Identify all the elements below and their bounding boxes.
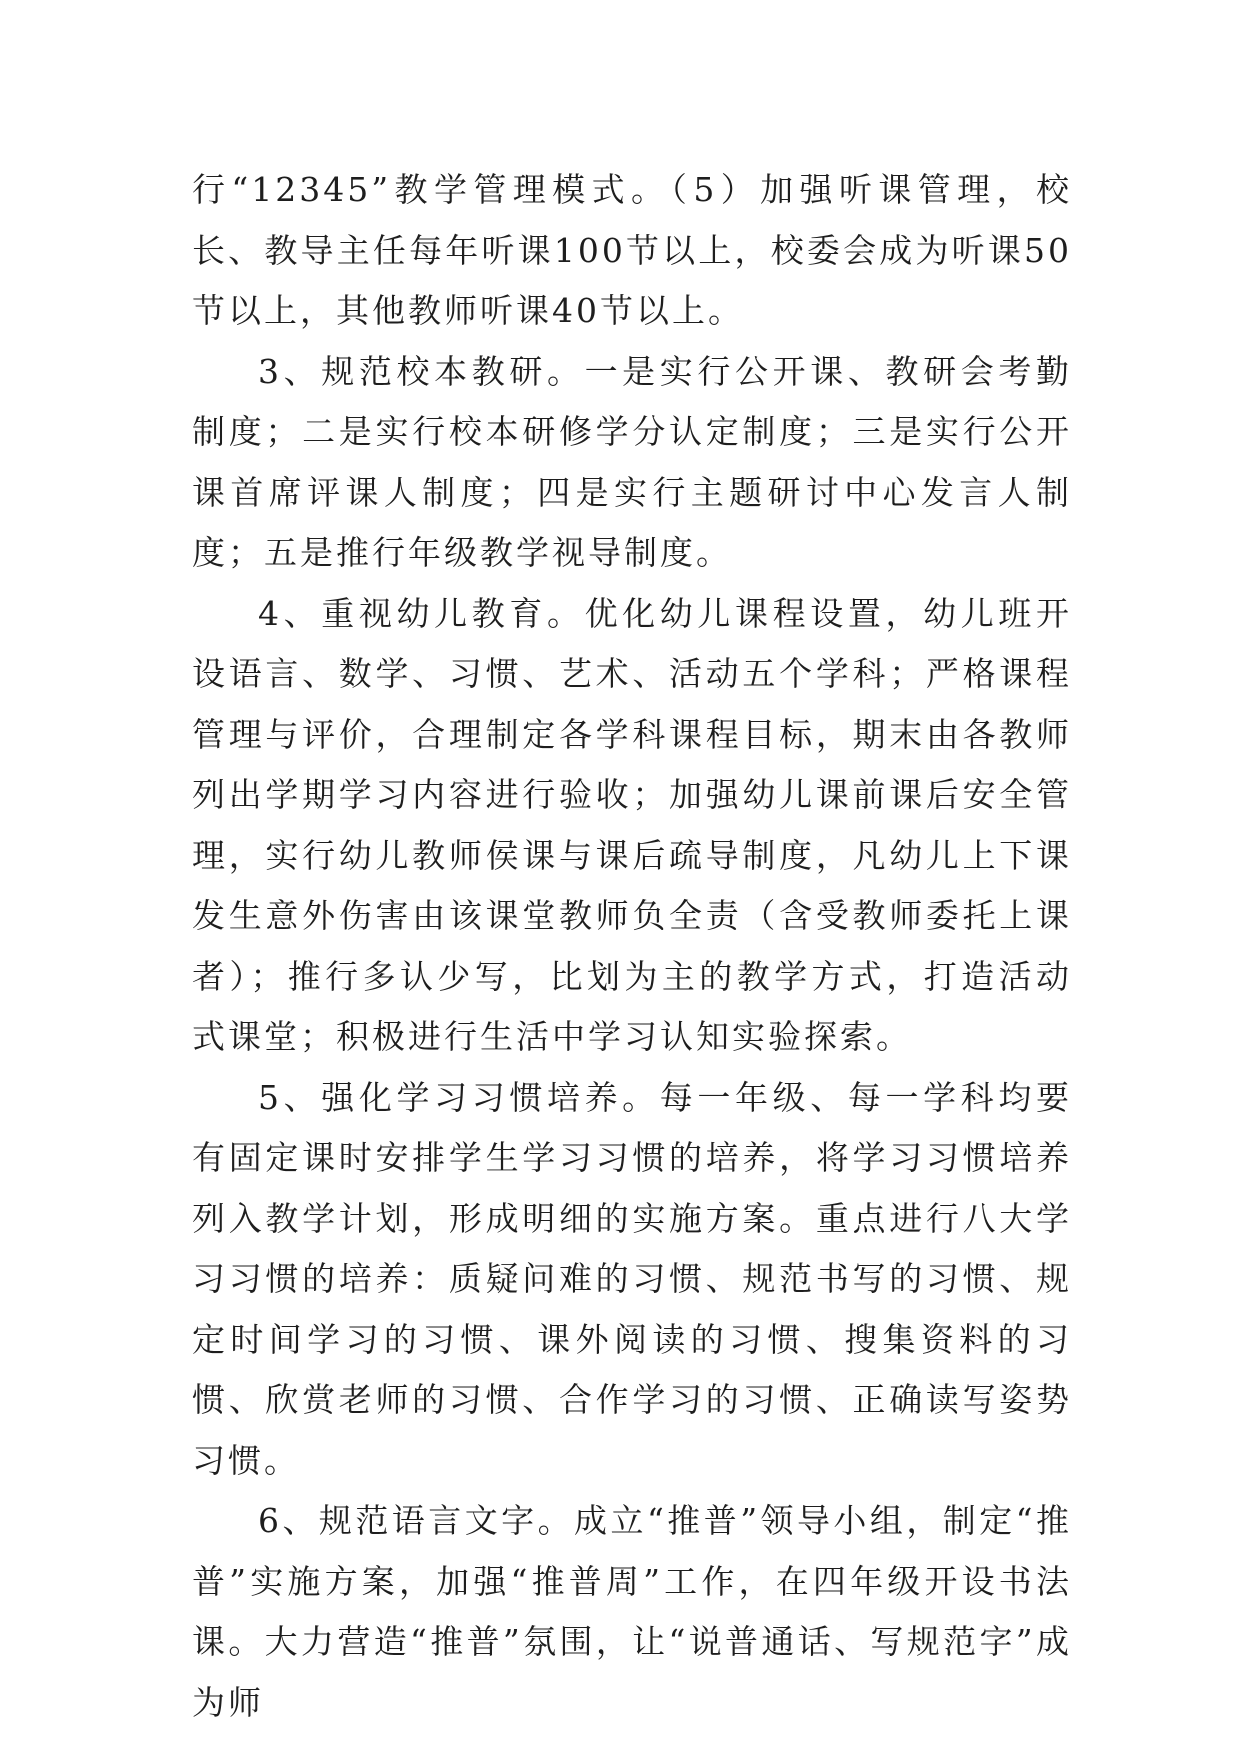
paragraph-continuation: 行“12345”教学管理模式。（5）加强听课管理，校长、教导主任每年听课100节以上，校委会成为听课50节以上，其他教师听课40节以上。: [192, 170, 1072, 330]
paragraph-school-research: 3、规范校本教研。一是实行公开课、教研会考勤制度；二是实行校本研修学分认定制度；三是实行公开课首席评课人制度；四是实行主题研讨中心发言人制度；五是推行年级教学视导制度。: [192, 351, 1072, 572]
paragraph-language-standards: 6、规范语言文字。成立“推普”领导小组，制定“推普”实施方案，加强“推普周”工作，在四年级开设书法课。大力营造“推普”氛围，让“说普通话、写规范字”成为师: [192, 1501, 1072, 1722]
paragraph-study-habits: 5、强化学习习惯培养。每一年级、每一学科均要有固定课时安排学生学习习惯的培养，将学习习惯培养列入教学计划，形成明细的实施方案。重点进行八大学习习惯的培养：质疑问难的习惯、规范书写的习惯、规定时间学习的习惯、课外阅读的习惯、搜集资料的习惯、欣赏老师的习惯、合作学习的习惯、正确读写姿势习惯。: [192, 1077, 1072, 1480]
paragraph-preschool-education: 4、重视幼儿教育。优化幼儿课程设置，幼儿班开设语言、数学、习惯、艺术、活动五个学科；严格课程管理与评价，合理制定各学科课程目标，期末由各教师列出学期学习内容进行验收；加强幼儿课前课后安全管理，实行幼儿教师侯课与课后疏导制度，凡幼儿上下课发生意外伤害由该课堂教师负全责（含受教师委托上课者）；推行多认少写，比划为主的教学方式，打造活动式课堂；积极进行生活中学习认知实验探索。: [192, 593, 1072, 1056]
document-body: [192, 160, 1072, 1733]
